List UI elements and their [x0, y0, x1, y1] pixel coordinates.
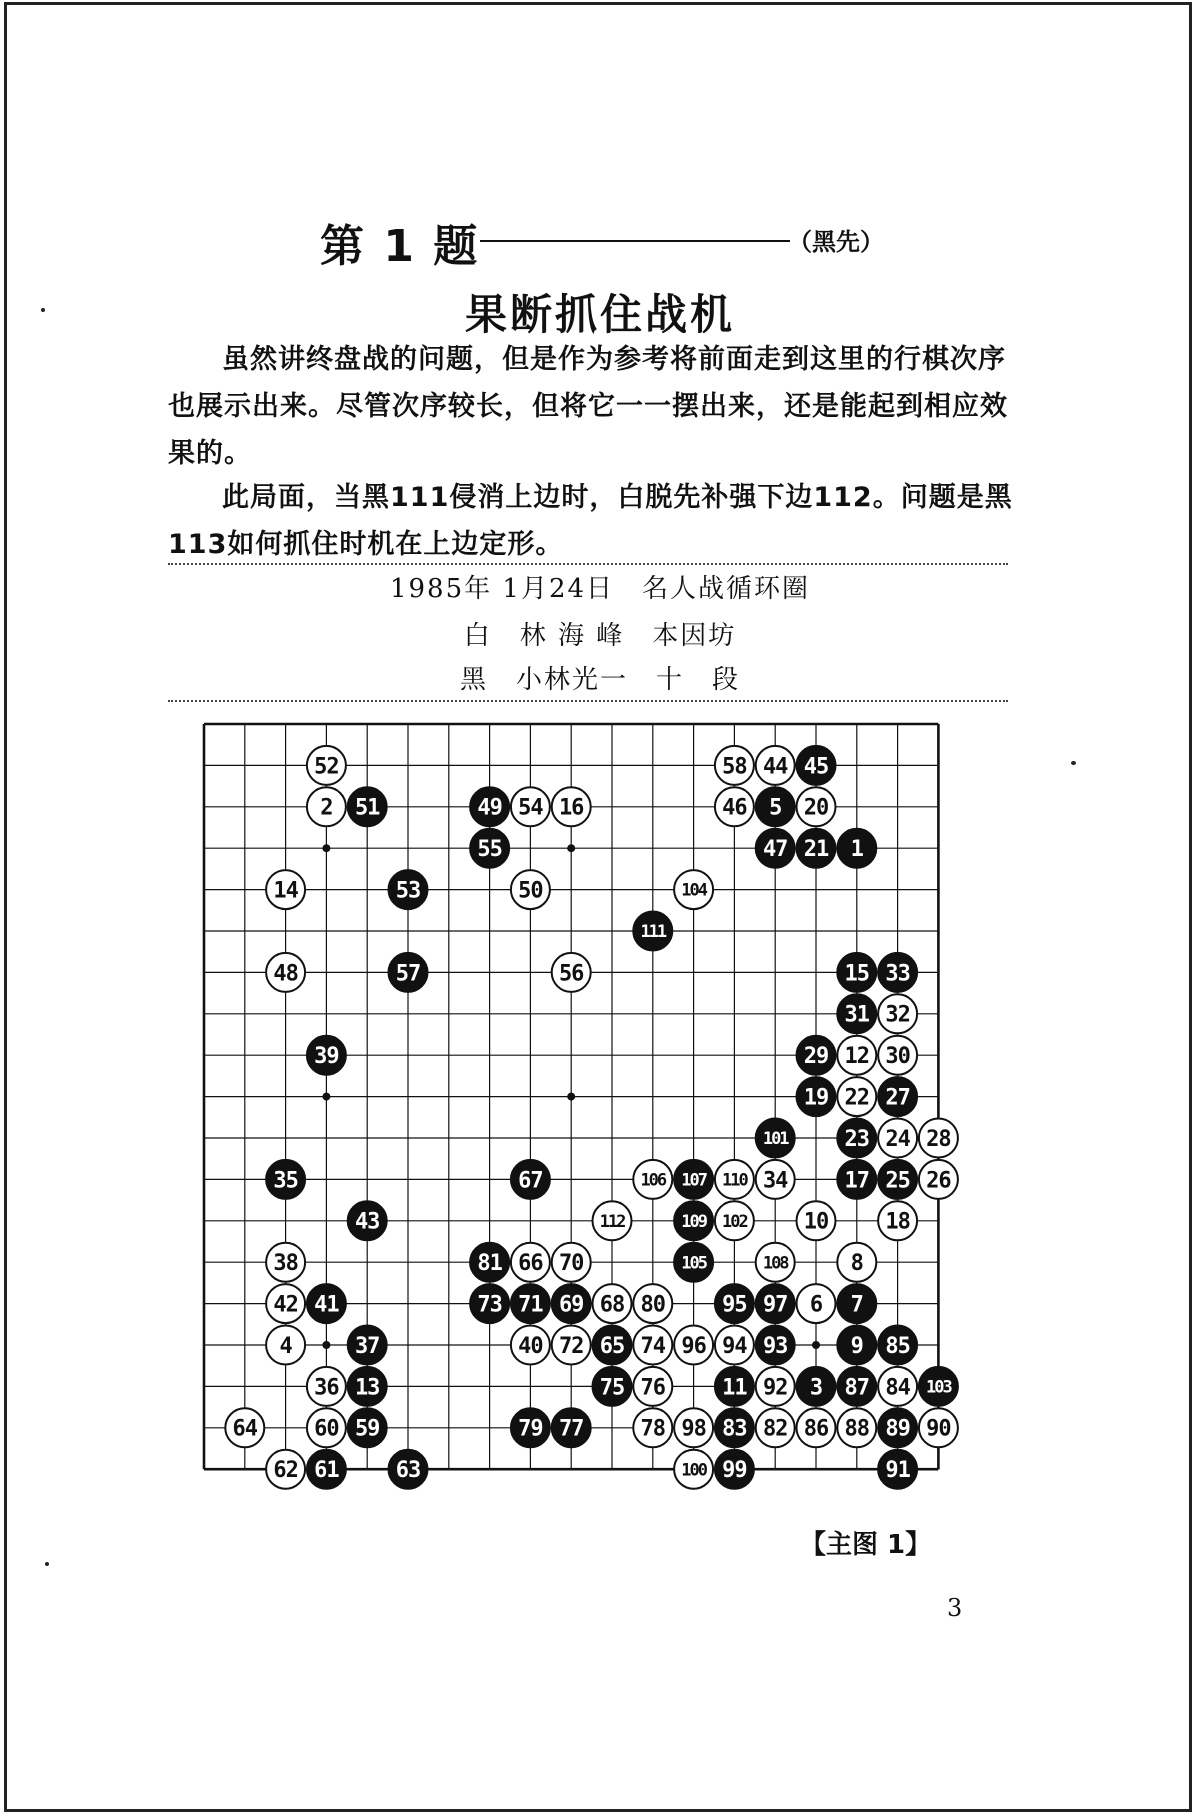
white-stone: [225, 1408, 264, 1447]
black-stone: [797, 829, 836, 868]
move-number: 36: [314, 1375, 339, 1401]
black-stone: [674, 1201, 713, 1240]
move-number: 91: [885, 1458, 910, 1484]
move-number: 108: [762, 1253, 788, 1274]
move-number: 110: [722, 1170, 747, 1191]
move-number: 48: [273, 961, 298, 987]
black-stone: [389, 1450, 428, 1489]
black-stone: [837, 1284, 876, 1323]
white-stone: [266, 1326, 305, 1365]
black-stone: [307, 1036, 346, 1075]
move-number: 5: [769, 795, 782, 821]
move-number: 16: [558, 795, 584, 821]
move-number: 77: [558, 1416, 584, 1442]
white-stone: [715, 1326, 754, 1365]
black-stone: [878, 1450, 917, 1489]
white-stone: [919, 1119, 958, 1158]
dotted-separator-top: [168, 563, 1008, 565]
move-number: 99: [722, 1458, 747, 1484]
black-stone: [593, 1326, 632, 1365]
move-number: 55: [477, 837, 502, 863]
white-stone: [797, 1284, 836, 1323]
white-stone: [307, 787, 346, 826]
star-point: [322, 1093, 330, 1101]
black-stone: [348, 787, 387, 826]
black-stone: [837, 1119, 876, 1158]
move-number: 46: [722, 795, 747, 821]
move-number: 75: [599, 1375, 625, 1401]
move-number: 14: [273, 878, 298, 904]
move-number: 35: [273, 1168, 298, 1194]
star-point: [322, 844, 330, 852]
problem-tag: （黑先）: [788, 228, 884, 256]
paragraph-2: [168, 474, 1018, 568]
move-number: 54: [518, 795, 543, 821]
white-stone: [797, 787, 836, 826]
move-number: 59: [354, 1416, 380, 1442]
black-stone: [470, 787, 509, 826]
white-stone: [837, 1408, 876, 1447]
black-stone: [470, 1284, 509, 1323]
move-number: 45: [803, 754, 829, 780]
move-number: 85: [885, 1333, 910, 1359]
white-stone: [593, 1284, 632, 1323]
white-stone: [266, 1450, 305, 1489]
black-stone: [389, 953, 428, 992]
move-number: 17: [844, 1168, 870, 1194]
black-stone: [878, 1326, 917, 1365]
black-stone: [552, 1284, 591, 1323]
move-number: 8: [850, 1251, 863, 1277]
diagram-caption: 【主图 1】: [800, 1530, 932, 1560]
white-stone: [552, 1243, 591, 1282]
black-stone: [878, 1160, 917, 1199]
problem-label: 第 1 题: [320, 221, 480, 272]
black-stone: [552, 1408, 591, 1447]
black-stone: [266, 1160, 305, 1199]
move-number: 107: [681, 1170, 706, 1191]
black-stone: [756, 829, 795, 868]
move-number: 90: [926, 1416, 951, 1442]
black-stone: [715, 1450, 754, 1489]
move-number: 95: [722, 1292, 747, 1318]
move-number: 81: [477, 1251, 502, 1277]
move-number: 28: [926, 1126, 951, 1152]
white-stone: [878, 1119, 917, 1158]
star-point: [567, 1093, 575, 1101]
black-stone: [756, 1119, 795, 1158]
move-number: 64: [232, 1416, 258, 1442]
move-number: 88: [844, 1416, 870, 1442]
move-number: 111: [640, 922, 666, 943]
white-stone: [633, 1160, 672, 1199]
black-stone: [593, 1367, 632, 1406]
move-number: 98: [681, 1416, 706, 1442]
black-stone: [715, 1284, 754, 1323]
move-number: 53: [395, 878, 421, 904]
move-number: 49: [477, 795, 502, 821]
white-stone: [756, 1367, 795, 1406]
black-stone: [307, 1284, 346, 1323]
black-stone: [348, 1408, 387, 1447]
move-number: 37: [354, 1333, 380, 1359]
speck: [45, 1562, 49, 1566]
move-number: 80: [640, 1292, 666, 1318]
paragraph-1-text: 虽然讲终盘战的问题，但是作为参考将前面走到这里的行棋次序也展示出来。尽管次序较长，但将它一一摆出来，还是能起到相应效果的。: [168, 344, 1008, 469]
black-stone: [756, 787, 795, 826]
dotted-separator-bottom: [168, 700, 1008, 702]
white-stone: [756, 1160, 795, 1199]
move-number: 33: [885, 961, 910, 987]
move-number: 1: [850, 837, 863, 863]
white-stone: [511, 870, 550, 909]
black-stone: [878, 1077, 917, 1116]
move-number: 69: [558, 1292, 584, 1318]
move-number: 2: [320, 795, 333, 821]
black-stone: [511, 1408, 550, 1447]
move-number: 94: [722, 1333, 747, 1359]
move-number: 89: [885, 1416, 910, 1442]
move-number: 102: [722, 1211, 747, 1232]
black-stone: [348, 1326, 387, 1365]
move-number: 67: [518, 1168, 543, 1194]
move-number: 42: [273, 1292, 298, 1318]
move-number: 22: [844, 1085, 870, 1111]
white-stone: [919, 1408, 958, 1447]
black-stone: [878, 953, 917, 992]
white-stone: [511, 1326, 550, 1365]
move-number: 7: [850, 1292, 863, 1318]
move-number: 29: [803, 1044, 829, 1070]
white-stone: [797, 1201, 836, 1240]
black-stone: [878, 1408, 917, 1447]
white-stone: [837, 1243, 876, 1282]
speck: [1071, 761, 1076, 765]
white-stone: [593, 1201, 632, 1240]
move-number: 76: [640, 1375, 666, 1401]
move-number: 62: [273, 1458, 298, 1484]
white-stone: [266, 1243, 305, 1282]
black-stone: [797, 1367, 836, 1406]
move-number: 65: [599, 1333, 625, 1359]
move-number: 38: [273, 1251, 298, 1277]
move-number: 40: [518, 1333, 543, 1359]
move-number: 12: [844, 1044, 870, 1070]
move-number: 74: [640, 1333, 666, 1359]
move-number: 71: [518, 1292, 543, 1318]
move-number: 23: [844, 1126, 870, 1152]
move-number: 96: [681, 1333, 706, 1359]
black-stone: [511, 1160, 550, 1199]
header-rule: [480, 240, 790, 242]
white-stone: [633, 1284, 672, 1323]
move-number: 97: [762, 1292, 788, 1318]
white-stone: [715, 787, 754, 826]
move-number: 15: [844, 961, 870, 987]
black-stone: [837, 1367, 876, 1406]
black-player: 黑 小林光一 十 段: [459, 665, 740, 695]
black-stone: [348, 1367, 387, 1406]
white-stone: [878, 1367, 917, 1406]
move-number: 32: [885, 1002, 910, 1028]
move-number: 51: [354, 795, 380, 821]
black-stone: [307, 1450, 346, 1489]
move-number: 57: [395, 961, 421, 987]
move-number: 34: [762, 1168, 788, 1194]
move-number: 50: [518, 878, 543, 904]
white-stone: [878, 994, 917, 1033]
black-stone: [797, 1036, 836, 1075]
move-number: 26: [926, 1168, 951, 1194]
problem-header: [320, 210, 920, 270]
black-stone: [674, 1243, 713, 1282]
white-stone: [633, 1367, 672, 1406]
move-number: 86: [803, 1416, 829, 1442]
move-number: 52: [314, 754, 339, 780]
black-stone: [756, 1326, 795, 1365]
white-stone: [797, 1408, 836, 1447]
black-stone: [756, 1284, 795, 1323]
move-number: 30: [885, 1044, 910, 1070]
black-stone: [511, 1284, 550, 1323]
go-board-diagram: [190, 712, 970, 1502]
black-stone: [797, 746, 836, 785]
move-number: 10: [803, 1209, 829, 1235]
move-number: 21: [803, 837, 829, 863]
white-stone: [674, 870, 713, 909]
move-number: 18: [885, 1209, 910, 1235]
black-stone: [919, 1367, 958, 1406]
black-stone: [837, 1326, 876, 1365]
black-stone: [715, 1408, 754, 1447]
move-number: 3: [809, 1375, 823, 1401]
black-stone: [633, 912, 672, 951]
move-number: 105: [681, 1253, 706, 1274]
white-stone: [266, 953, 305, 992]
move-number: 92: [762, 1375, 788, 1401]
white-stone: [715, 746, 754, 785]
white-stone: [552, 787, 591, 826]
paragraph-1: [168, 336, 1018, 477]
white-stone: [307, 1367, 346, 1406]
move-number: 6: [809, 1292, 823, 1318]
move-number: 70: [558, 1251, 584, 1277]
move-number: 39: [314, 1044, 339, 1070]
black-stone: [389, 870, 428, 909]
move-number: 25: [885, 1168, 910, 1194]
black-stone: [470, 829, 509, 868]
black-stone: [837, 994, 876, 1033]
move-number: 100: [681, 1460, 706, 1481]
white-stone: [756, 746, 795, 785]
white-stone: [552, 1326, 591, 1365]
black-stone: [837, 1160, 876, 1199]
problem-title: 果断抓住战机: [464, 290, 735, 339]
move-number: 58: [722, 754, 747, 780]
black-stone: [837, 829, 876, 868]
game-date-event: 1985年 1月24日 名人战循环圈: [389, 574, 811, 604]
white-stone: [878, 1036, 917, 1075]
white-stone: [756, 1243, 795, 1282]
move-number: 61: [314, 1458, 339, 1484]
move-number: 79: [518, 1416, 543, 1442]
move-number: 43: [354, 1209, 380, 1235]
white-stone: [552, 953, 591, 992]
white-stone: [837, 1036, 876, 1075]
move-number: 82: [762, 1416, 788, 1442]
black-stone: [470, 1243, 509, 1282]
move-number: 31: [844, 1002, 870, 1028]
white-stone: [511, 787, 550, 826]
white-stone: [756, 1408, 795, 1447]
white-stone: [715, 1201, 754, 1240]
white-stone: [266, 870, 305, 909]
white-stone: [511, 1243, 550, 1282]
white-stone: [715, 1160, 754, 1199]
white-stone: [674, 1450, 713, 1489]
move-number: 84: [885, 1375, 910, 1401]
star-point: [812, 1341, 820, 1349]
white-player: 白 林 海 峰 本因坊: [463, 621, 737, 651]
white-stone: [919, 1160, 958, 1199]
move-number: 24: [885, 1126, 910, 1152]
move-number: 93: [762, 1333, 788, 1359]
white-stone: [837, 1077, 876, 1116]
move-number: 11: [722, 1375, 747, 1401]
move-number: 13: [354, 1375, 380, 1401]
move-number: 20: [803, 795, 829, 821]
black-stone: [715, 1367, 754, 1406]
white-stone: [307, 1408, 346, 1447]
black-stone: [837, 953, 876, 992]
page-number: 3: [947, 1594, 963, 1622]
move-number: 103: [926, 1377, 951, 1398]
white-stone: [266, 1284, 305, 1323]
move-number: 87: [844, 1375, 870, 1401]
move-number: 112: [599, 1211, 625, 1232]
black-stone: [674, 1160, 713, 1199]
move-number: 60: [314, 1416, 339, 1442]
move-number: 106: [640, 1170, 666, 1191]
move-number: 63: [395, 1458, 421, 1484]
move-number: 78: [640, 1416, 666, 1442]
move-number: 68: [599, 1292, 625, 1318]
move-number: 9: [850, 1333, 863, 1359]
star-point: [567, 844, 575, 852]
paragraph-2-text: 此局面，当黑111侵消上边时，白脱先补强下边112。问题是黑113如何抓住时机在上边定形。: [168, 482, 1013, 560]
move-number: 56: [558, 961, 584, 987]
move-number: 47: [762, 837, 788, 863]
white-stone: [633, 1408, 672, 1447]
move-number: 66: [518, 1251, 543, 1277]
white-stone: [674, 1408, 713, 1447]
black-stone: [797, 1077, 836, 1116]
white-stone: [674, 1326, 713, 1365]
move-number: 19: [803, 1085, 829, 1111]
white-stone: [307, 746, 346, 785]
move-number: 101: [762, 1129, 788, 1150]
white-stone: [633, 1326, 672, 1365]
move-number: 72: [558, 1333, 584, 1359]
move-number: 104: [681, 880, 706, 901]
black-stone: [348, 1201, 387, 1240]
move-number: 83: [722, 1416, 747, 1442]
move-number: 109: [681, 1211, 706, 1232]
star-point: [322, 1341, 330, 1349]
move-number: 27: [885, 1085, 910, 1111]
move-number: 4: [279, 1333, 292, 1359]
move-number: 44: [762, 754, 788, 780]
move-number: 73: [477, 1292, 502, 1318]
white-stone: [878, 1201, 917, 1240]
move-number: 41: [314, 1292, 339, 1318]
